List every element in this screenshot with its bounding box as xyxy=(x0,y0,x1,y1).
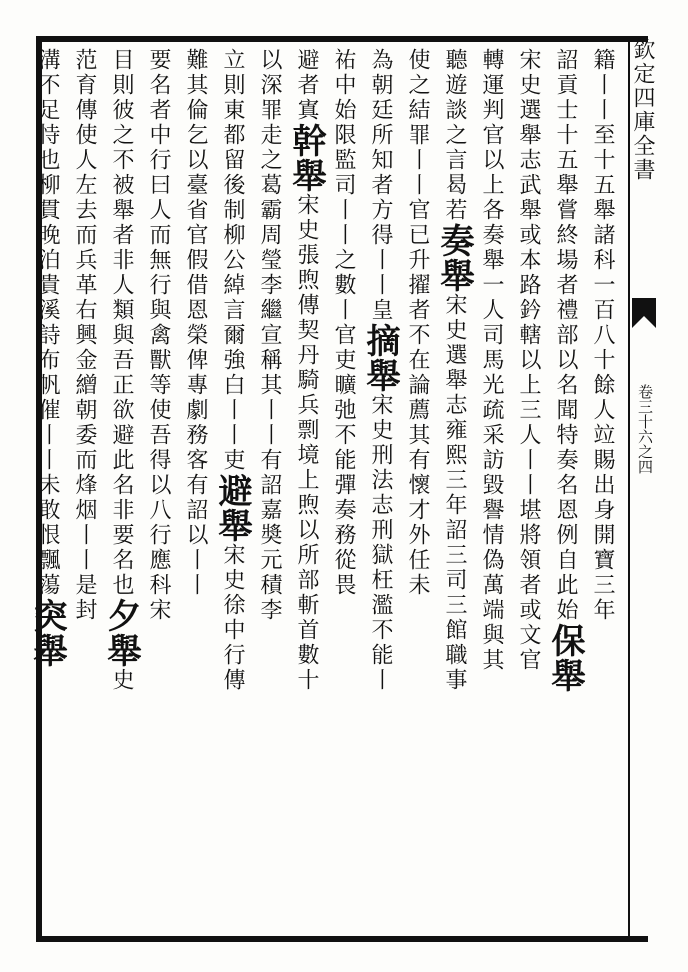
text-column xyxy=(326,48,360,930)
text-column xyxy=(511,48,545,930)
text-column xyxy=(67,48,101,930)
column-text: 以深罪 xyxy=(257,48,282,123)
column-text: 宋史刑法志刑獄枉濫不能丨 xyxy=(368,393,393,693)
text-column xyxy=(400,48,434,930)
column-text: 祐中始限監司丨丨之數 xyxy=(331,48,356,298)
text-column xyxy=(545,48,585,930)
column-text: 避者寘 xyxy=(294,48,319,123)
entry-heading: 夕舉 xyxy=(101,598,141,668)
text-column xyxy=(434,48,474,930)
column-text: 轉運判官以上各奏舉一人司馬光疏采訪毀譽情偽萬端與其 xyxy=(479,48,504,673)
text-column xyxy=(27,48,67,930)
column-text: 官已升擢者不在論薦其有懷才外任未 xyxy=(405,198,430,598)
text-column xyxy=(212,48,252,930)
text-column xyxy=(286,48,326,930)
column-text: 難其倫乞以臺省官假借恩榮俾專劇務 xyxy=(183,48,208,448)
column-text: 宋史張煦傳契丹騎兵剽境上煦以所部斬首數十 xyxy=(294,193,319,693)
column-text: 史 xyxy=(109,668,134,693)
text-column xyxy=(178,48,212,930)
library-title: 欽定四庫全書 xyxy=(630,38,655,182)
entry-heading: 奏舉 xyxy=(434,223,474,293)
column-text: 要名者中行曰人而無行與禽獸等使吾得以八行應科 xyxy=(146,48,171,598)
entry-heading: 突舉 xyxy=(27,598,67,668)
column-text: 溝不足恃也柳貫晚泊貴溪詩布帆催丨丨未敢恨飄蕩 xyxy=(35,48,60,598)
column-text: 為朝廷所知者方得丨丨皇 xyxy=(368,48,393,323)
text-column xyxy=(101,48,141,930)
column-text: 籍丨丨至十五舉諸科一百八十餘人竝賜出身開寶三年 xyxy=(590,48,615,623)
column-text: 客有詔以丨丨 xyxy=(183,448,208,598)
column-text: 詔貢士十五舉嘗終場者禮部以名聞特奏名恩例自此始 xyxy=(553,48,578,623)
column-text: 立則東都留後制柳公綽言爾強白丨丨吏 xyxy=(220,48,245,473)
text-column xyxy=(474,48,508,930)
column-text: 走之葛霸周瑩李繼宣稱其丨丨有詔嘉奬元積李 xyxy=(257,123,282,623)
text-column xyxy=(141,48,175,930)
column-text: 聽遊談之言曷若 xyxy=(442,48,467,223)
fish-tail-mark-icon xyxy=(632,298,656,328)
volume-label: 卷三十六之四 xyxy=(636,384,654,474)
text-column xyxy=(360,48,400,930)
column-text: 宋史選舉志雍熙三年詔三司三館職事 xyxy=(442,293,467,693)
column-text: 目則彼之不被舉者非人類與吾正欲避此名非要名也 xyxy=(109,48,134,598)
column-text: 使之結罪丨丨 xyxy=(405,48,430,198)
entry-heading: 避舉 xyxy=(212,473,252,543)
entry-heading: 摘舉 xyxy=(360,323,400,393)
text-column xyxy=(252,48,286,930)
entry-heading: 幹舉 xyxy=(286,123,326,193)
column-text: 宋史徐中行傳 xyxy=(220,543,245,693)
entry-heading: 保舉 xyxy=(545,623,585,693)
column-text: 丨官吏曠弛不能彈奏務從畏 xyxy=(331,298,356,598)
text-column xyxy=(585,48,619,930)
column-text: 封 xyxy=(72,598,97,623)
column-text: 范育傳使人左去而兵革右興金繒朝委而烽烟丨丨是 xyxy=(72,48,97,598)
column-text: 宋史選舉志武舉或本路鈐轄以上三人丨丨堪將領者或文官 xyxy=(516,48,541,673)
column-text: 宋 xyxy=(146,598,171,623)
